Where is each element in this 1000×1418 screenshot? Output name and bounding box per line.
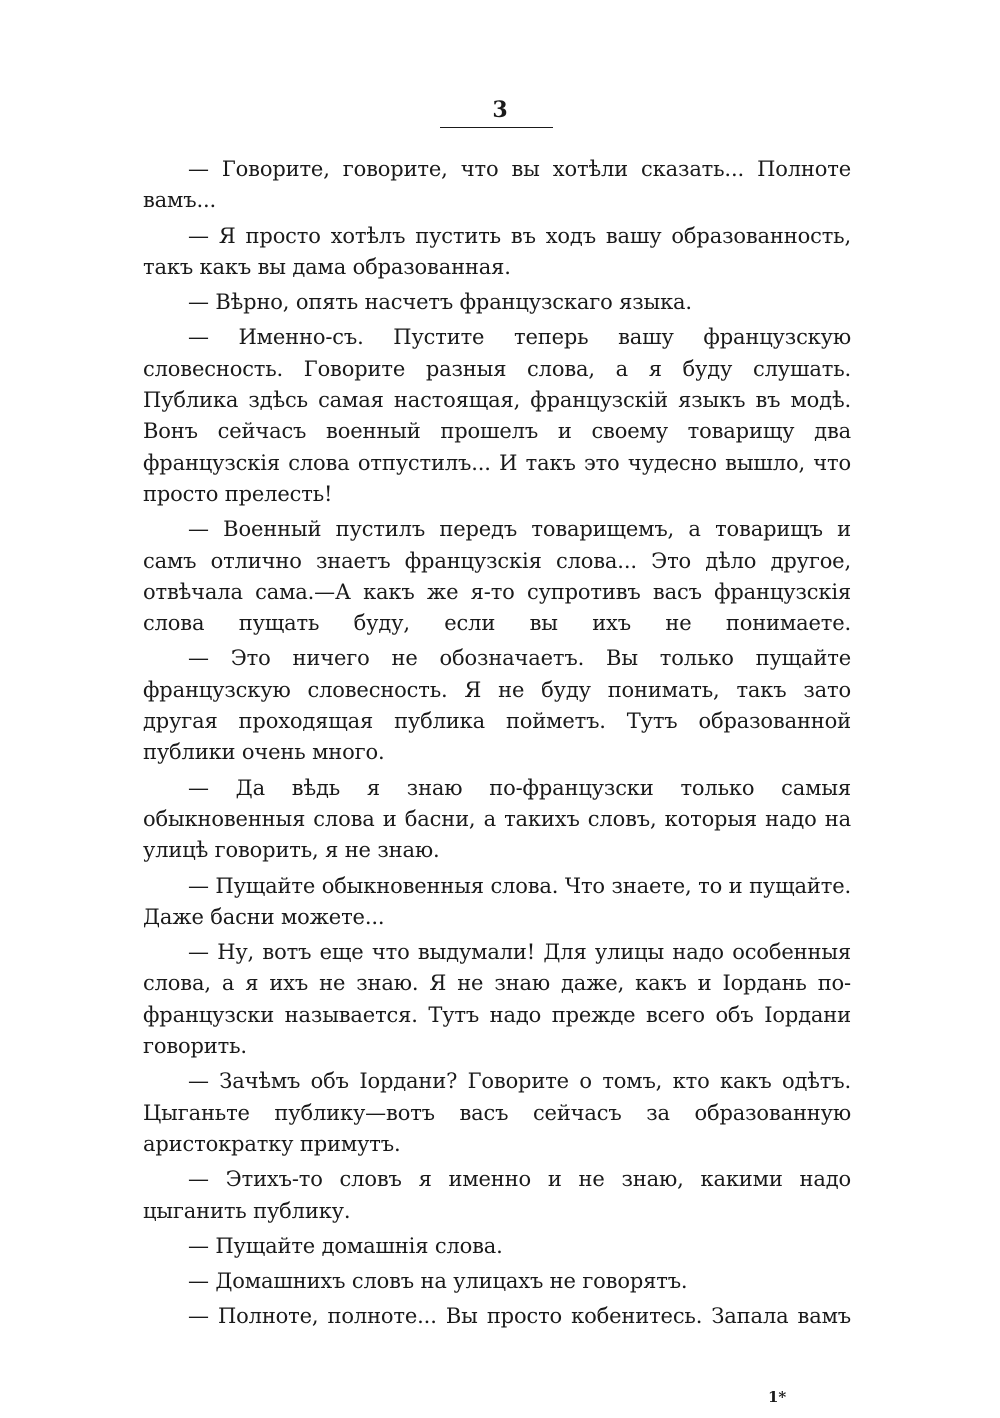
paragraph: — Пущайте домашнія слова.	[188, 1233, 503, 1258]
signature-mark: 1*	[768, 1388, 787, 1406]
paragraph: — Говорите, говорите, что вы хотѣли сказать... Полноте вамъ...	[143, 157, 851, 213]
paragraph: — Это ничего не обозначаетъ. Вы только пущайте французскую словесность. Я не буду понимать, такъ зато другая проходящая публика пойметъ. Тутъ образованной публики очень много.	[143, 646, 851, 765]
paragraph: — Да вѣдь я знаю по-французски только самыя обыкновенныя слова и басни, а такихъ словъ, которыя надо на улицѣ говорить, я не знаю.	[143, 775, 851, 863]
paragraph: — Пущайте обыкновенныя слова. Что знаете, то и пущайте. Даже басни можете...	[143, 873, 851, 929]
paragraph: — Вѣрно, опять насчетъ французскаго языка.	[188, 290, 692, 315]
paragraph: — Этихъ-то словъ я именно и не знаю, какими надо цыганить публику.	[143, 1167, 851, 1223]
paragraph: — Полноте, полноте... Вы просто кобенитесь. Запала вамъ	[188, 1304, 851, 1329]
paragraph: — Именно-съ. Пустите теперь вашу французскую словесность. Говорите разныя слова, а я буду слушать. Публика здѣсь самая настоящая, французскій языкъ въ модѣ. Вонъ сейчасъ военный прошелъ и своему товарищу два французскія слова отпустилъ... И такъ это чудесно вышло, что просто прелесть!	[143, 325, 851, 506]
paragraph: — Домашнихъ словъ на улицахъ не говорятъ.	[188, 1269, 688, 1294]
header-rule	[440, 127, 553, 128]
paragraph: — Я просто хотѣлъ пустить въ ходъ вашу образованность, такъ какъ вы дама образованная.	[143, 223, 851, 279]
paragraph: — Ну, вотъ еще что выдумали! Для улицы надо особенныя слова, а я ихъ не знаю. Я не знаю даже, какъ и Іордань по-французски называется. Тутъ надо прежде всего объ Іордани говорить.	[143, 940, 851, 1059]
page-number: 3	[492, 97, 508, 123]
paragraph: — Зачѣмъ объ Іордани? Говорите о томъ, кто какъ одѣтъ. Цыганьте публику—вотъ васъ сейчасъ за образованную аристократку примутъ.	[143, 1069, 851, 1156]
paragraph: — Военный пустилъ передъ товарищемъ, а товарищъ и самъ отлично знаетъ французскія слова... Это дѣло другое, отвѣчала сама.—А какъ же я-то супротивъ васъ французскія слова пущать буду, если вы ихъ не понимаете.	[143, 517, 851, 636]
body-text	[143, 154, 851, 1337]
